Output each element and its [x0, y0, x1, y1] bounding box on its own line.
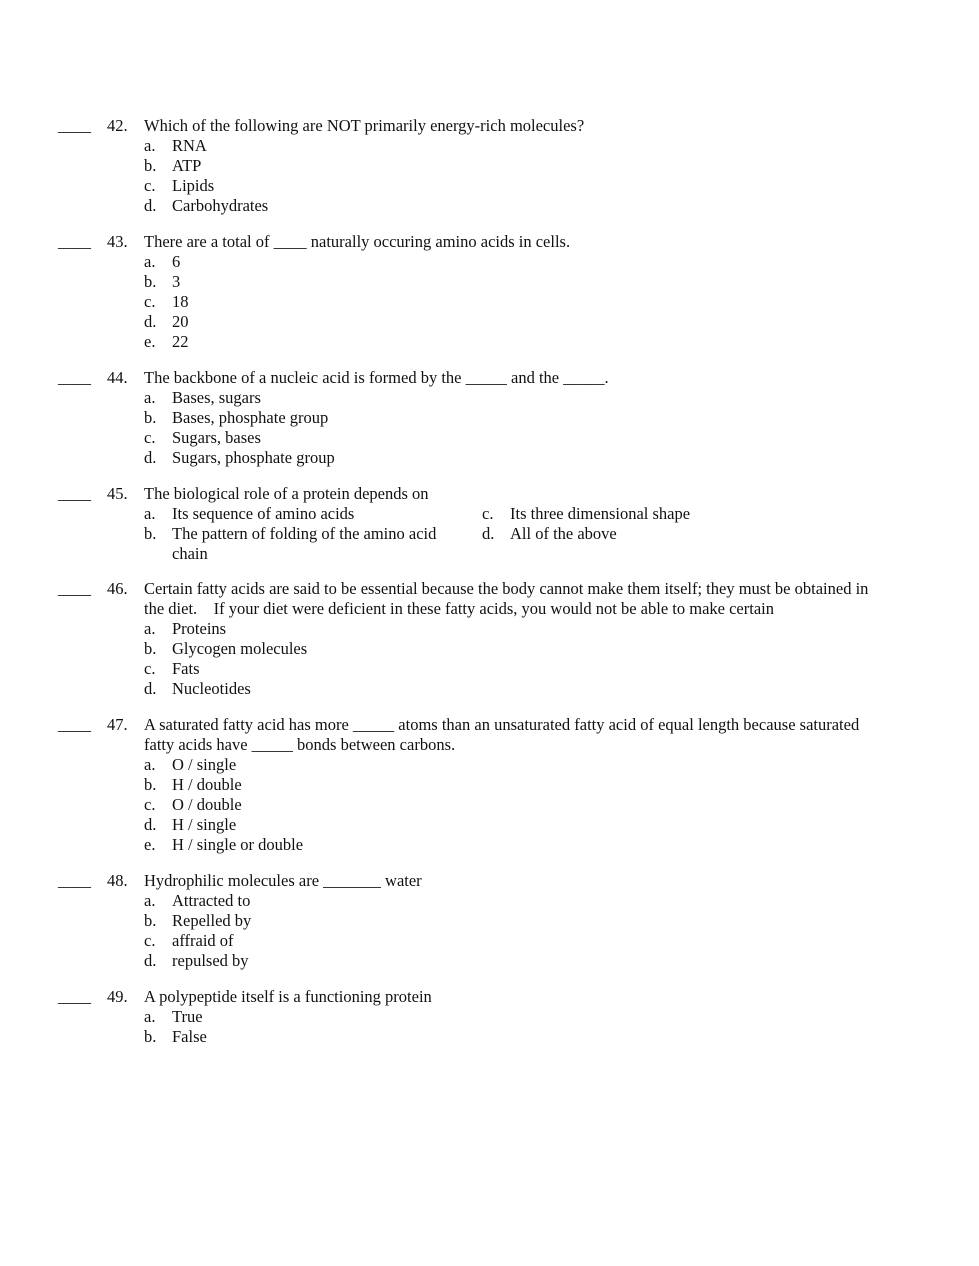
option-text: Sugars, phosphate group: [172, 448, 335, 467]
question-stem-continued: the diet. If your diet were deficient in these fatty acids, you would not be able to make certain: [144, 599, 774, 618]
option-letter: d.: [482, 524, 495, 543]
option-letter: c.: [144, 659, 156, 678]
option-letter: b.: [144, 524, 157, 543]
option-text: ATP: [172, 156, 202, 175]
option-text: 20: [172, 312, 189, 331]
option-letter: a.: [144, 755, 156, 774]
question-number: 44.: [107, 368, 128, 387]
answer-blank: ____: [58, 579, 91, 598]
question-stem: Which of the following are NOT primarily energy-rich molecules?: [144, 116, 585, 135]
option-letter: d.: [144, 312, 157, 331]
option-text: The pattern of folding of the amino acid: [172, 524, 437, 543]
option-letter: a.: [144, 136, 156, 155]
question-stem: The biological role of a protein depends on: [144, 484, 429, 503]
option-letter: a.: [144, 252, 156, 271]
option-letter: d.: [144, 951, 157, 970]
option-text: Glycogen molecules: [172, 639, 308, 658]
option-letter: b.: [144, 1027, 157, 1046]
question-stem: A polypeptide itself is a functioning protein: [144, 987, 432, 1006]
option-text: False: [172, 1027, 207, 1046]
option-letter: a.: [144, 388, 156, 407]
option-letter: c.: [144, 176, 156, 195]
option-letter: d.: [144, 448, 157, 467]
question-stem-continued: fatty acids have _____ bonds between carbons.: [144, 735, 456, 754]
answer-blank: ____: [58, 715, 91, 734]
option-text: 22: [172, 332, 189, 351]
option-text: Bases, phosphate group: [172, 408, 329, 427]
question-stem: Hydrophilic molecules are _______ water: [144, 871, 422, 890]
option-letter: a.: [144, 619, 156, 638]
option-letter: b.: [144, 639, 157, 658]
question-number: 45.: [107, 484, 128, 503]
option-text: Bases, sugars: [172, 388, 261, 407]
option-text: H / single: [172, 815, 237, 834]
answer-blank: ____: [58, 232, 91, 251]
question-number: 49.: [107, 987, 128, 1006]
option-text: Fats: [172, 659, 200, 678]
option-text: Nucleotides: [172, 679, 251, 698]
answer-blank: ____: [58, 484, 91, 503]
option-letter: e.: [144, 332, 156, 351]
option-text: Carbohydrates: [172, 196, 269, 215]
question-number: 46.: [107, 579, 128, 598]
option-letter: b.: [144, 775, 157, 794]
option-text: RNA: [172, 136, 207, 155]
answer-blank: ____: [58, 871, 91, 890]
question-number: 48.: [107, 871, 128, 890]
option-text: 3: [172, 272, 181, 291]
option-text: 6: [172, 252, 181, 271]
option-text: affraid of: [172, 931, 234, 950]
option-text-continued: chain: [172, 544, 208, 563]
option-text: Its three dimensional shape: [510, 504, 691, 523]
option-letter: b.: [144, 408, 157, 427]
option-letter: c.: [144, 428, 156, 447]
question-number: 42.: [107, 116, 128, 135]
option-letter: c.: [144, 292, 156, 311]
option-text: repulsed by: [172, 951, 249, 970]
option-letter: d.: [144, 815, 157, 834]
option-letter: a.: [144, 1007, 156, 1026]
option-text: H / single or double: [172, 835, 304, 854]
option-letter: d.: [144, 679, 157, 698]
question-stem: There are a total of ____ naturally occuring amino acids in cells.: [144, 232, 571, 251]
option-text: Sugars, bases: [172, 428, 261, 447]
option-letter: e.: [144, 835, 156, 854]
answer-blank: ____: [58, 116, 91, 135]
option-text: 18: [172, 292, 189, 311]
option-letter: a.: [144, 891, 156, 910]
option-letter: b.: [144, 272, 157, 291]
option-letter: a.: [144, 504, 156, 523]
answer-blank: ____: [58, 987, 91, 1006]
question-number: 47.: [107, 715, 128, 734]
answer-blank: ____: [58, 368, 91, 387]
question-stem: Certain fatty acids are said to be essential because the body cannot make them itself; they must be obtained in: [144, 579, 869, 598]
option-letter: c.: [144, 795, 156, 814]
option-text: Lipids: [172, 176, 215, 195]
option-text: Its sequence of amino acids: [172, 504, 355, 523]
option-letter: d.: [144, 196, 157, 215]
option-letter: c.: [144, 931, 156, 950]
question-stem: A saturated fatty acid has more _____ atoms than an unsaturated fatty acid of equal length because saturated: [144, 715, 860, 734]
question-number: 43.: [107, 232, 128, 251]
question-stem: The backbone of a nucleic acid is formed by the _____ and the _____.: [144, 368, 609, 387]
option-letter: b.: [144, 911, 157, 930]
option-text: Repelled by: [172, 911, 252, 930]
option-text: All of the above: [510, 524, 617, 543]
option-text: O / single: [172, 755, 237, 774]
option-text: True: [172, 1007, 203, 1026]
option-text: Attracted to: [172, 891, 251, 910]
option-text: Proteins: [172, 619, 227, 638]
option-text: H / double: [172, 775, 242, 794]
option-letter: b.: [144, 156, 157, 175]
option-letter: c.: [482, 504, 494, 523]
option-text: O / double: [172, 795, 242, 814]
